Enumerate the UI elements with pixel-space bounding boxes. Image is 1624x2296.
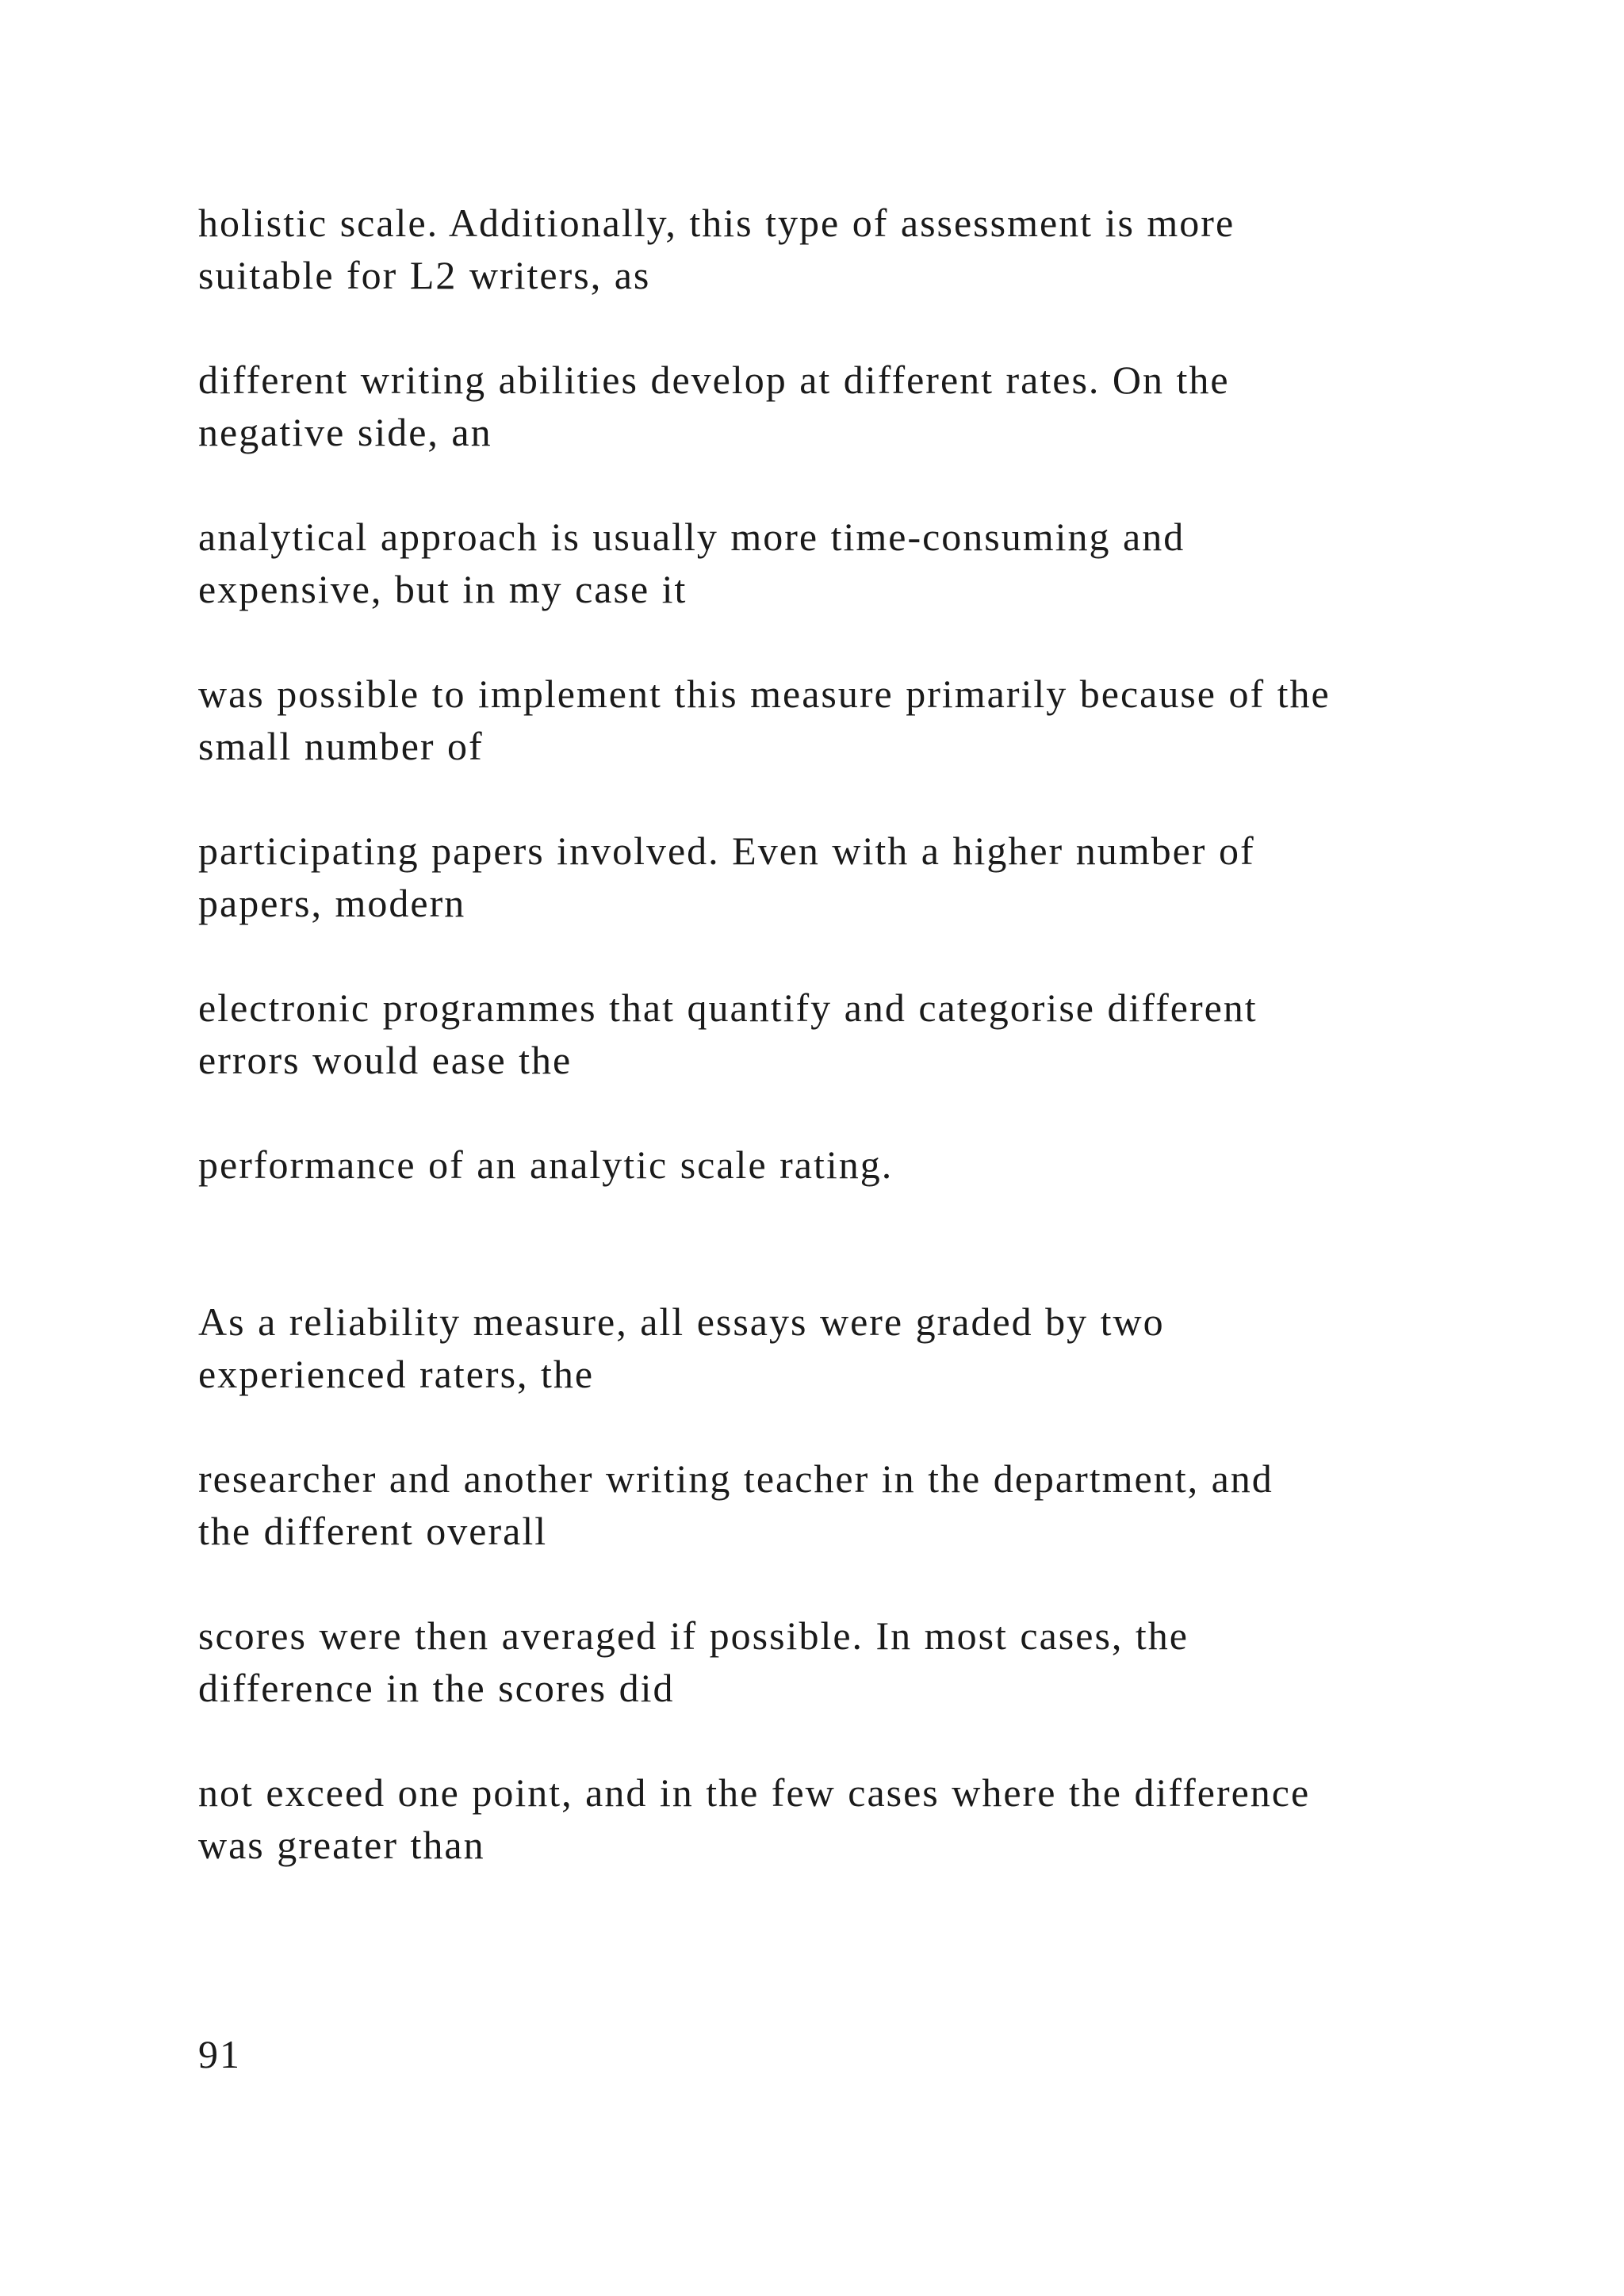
paragraph <box>198 825 1483 929</box>
paragraph <box>198 197 1483 301</box>
text-line: not exceed one point, and in the few cases where the difference <box>198 1770 1311 1815</box>
text-line: analytical approach is usually more time-consuming and <box>198 515 1185 559</box>
text-line: suitable for L2 writers, as <box>198 253 651 297</box>
text-line: scores were then averaged if possible. In most cases, the <box>198 1613 1189 1658</box>
text-line: different writing abilities develop at different rates. On the <box>198 358 1230 402</box>
text-line: expensive, but in my case it <box>198 567 688 611</box>
paragraph <box>198 1295 1483 1400</box>
text-line: the different overall <box>198 1509 548 1553</box>
paragraph <box>198 668 1483 772</box>
text-line: negative side, an <box>198 410 492 454</box>
text-line: As a reliability measure, all essays were graded by two <box>198 1299 1165 1344</box>
text-line: researcher and another writing teacher in the department, and <box>198 1456 1274 1501</box>
text-line: was possible to implement this measure primarily because of the <box>198 672 1331 716</box>
text-line: papers, modern <box>198 881 466 925</box>
paragraph <box>198 1138 1483 1191</box>
text-line: holistic scale. Additionally, this type of assessment is more <box>198 201 1235 245</box>
text-line: performance of an analytic scale rating. <box>198 1142 894 1187</box>
page-number: 91 <box>198 2032 241 2076</box>
paragraph <box>198 1452 1483 1557</box>
text-line: participating papers involved. Even with a higher number of <box>198 828 1255 873</box>
paragraph <box>198 1766 1483 1871</box>
text-line: small number of <box>198 724 484 768</box>
text-line: was greater than <box>198 1823 485 1867</box>
text-line: electronic programmes that quantify and categorise different <box>198 985 1258 1030</box>
paragraph <box>198 982 1483 1086</box>
paragraph <box>198 1609 1483 1714</box>
paragraph <box>198 511 1483 615</box>
text-line: experienced raters, the <box>198 1352 595 1396</box>
text-line: difference in the scores did <box>198 1666 675 1710</box>
paragraph <box>198 354 1483 458</box>
text-line: errors would ease the <box>198 1038 573 1082</box>
